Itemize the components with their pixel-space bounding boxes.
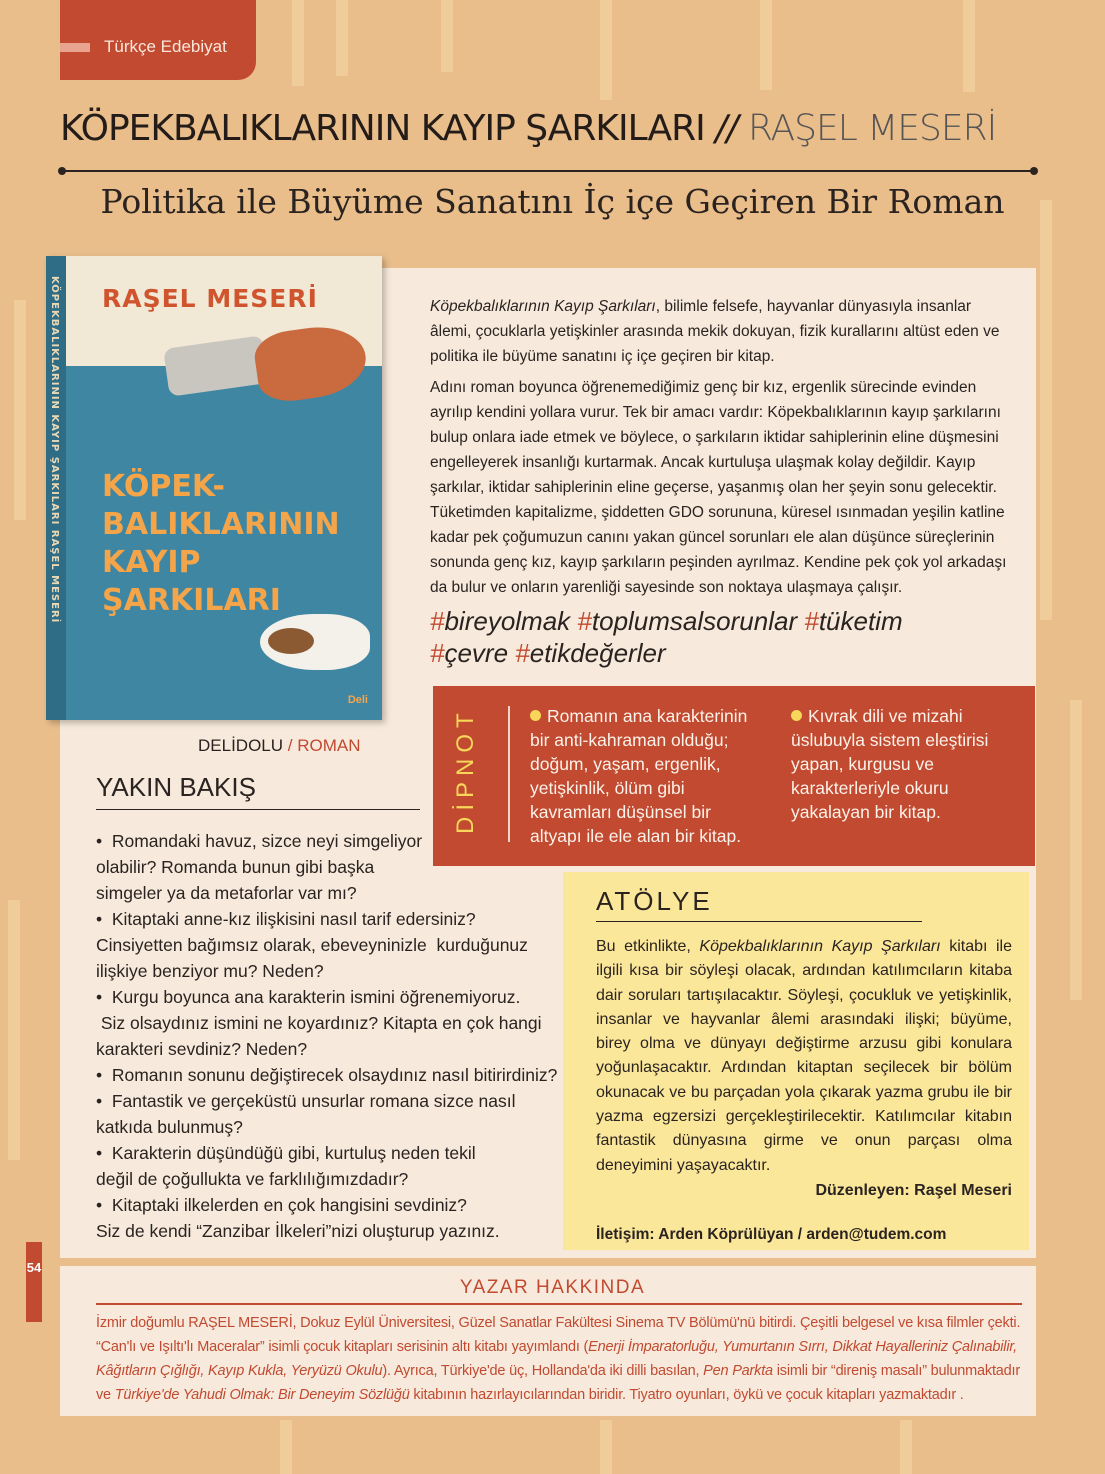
dipnot-left-text: Romanın ana karakterinin bir anti-kahraman olduğu; doğum, yaşam, ergenlik, yetişkinlik, ölüm gibi kavramları düşünsel bir altyapı ile ele alan bir kitap.: [530, 706, 748, 846]
intro-paragraph-1: [430, 294, 1015, 369]
hashtag: [515, 638, 665, 668]
question-item: • Romandaki havuz, sizce neyi simgeliyor olabilir? Romanda bunun gibi başka simgeler ya da metaforlar var mı?: [96, 831, 423, 903]
hashtag-word: bireyolmak: [444, 606, 571, 636]
hashtag-word: tüketim: [818, 606, 903, 636]
yakin-bakis-rule: [96, 809, 420, 810]
intro-book-title: Köpekbalıklarının Kayıp Şarkıları: [430, 298, 656, 315]
atolye-text-pre: Bu etkinlikte,: [596, 938, 700, 955]
intro-paragraph-2: Adını roman boyunca öğrenemediğimiz genç bir kız, ergenlik sürecinde evinden ayrılıp kendini yollara vurur. Tek bir amacı vardır: Köpekbalıklarının kayıp şarkılarını bulup onlara iade etmek ve böylece, o şarkıların iktidar sahiplerinin eline düşmesini engelleyerek insanlığı kurtarmak. Ancak kurtuluşa ulaşmak kolay değildir. Kayıp şarkılar, iktidar sahiplerinin eline geçerse, yaşanmış olan her şeyin sonu gelecektir. Tüketimden kapitalizme, şiddetten GDO sorununa, küresel ısınmadan yeşilin katline kadar pek çoğumuzun canını yakan güncel sorunları ele alan düşünce süreçlerinin sonunda genç kız, kayıp şarkıların peşinden ayrılmaz. Kendine pek çok yol arkadaşı da bulur ve onların yarenliği sayesinde son noktaya ulaşmaya çalışır.: [430, 379, 1007, 596]
book-title: KÖPEKBALIKLARININ KAYIP ŞARKILARI: [60, 108, 705, 149]
cover-publisher-logo: Deli: [347, 694, 368, 706]
atolye-heading: ATÖLYE: [596, 886, 713, 916]
yazar-text-3: isimli bir “direniş masalı” bulunmaktadır ve: [96, 1363, 1020, 1403]
dipnot-divider: [508, 706, 510, 842]
hashtag: [430, 638, 508, 668]
page-subtitle: Politika ile Büyüme Sanatını İç içe Geçiren Bir Roman: [100, 182, 1005, 221]
atolye-contact: İletişim: Arden Köprülüyan / arden@tudem.com: [596, 1226, 947, 1243]
dipnot-note-left: [530, 704, 780, 848]
yakin-bakis-heading: YAKIN BAKIŞ: [96, 772, 256, 802]
hashtag-word: çevre: [444, 638, 509, 668]
dipnot-label: DİPNOT: [452, 707, 479, 834]
yazar-books: Enerji İmparatorluğu, Yumurtanın Sırrı, Dikkat Hayalleriniz Çalınabilir, Kâğıtların Çığlığı, Kayıp Kukla, Yeryüzü Okulu: [96, 1339, 1018, 1379]
dipnot-note-right: [791, 704, 1021, 824]
atolye-text-post: kitabı ile ilgili kısa bir söyleşi olacak, ardından katılımcıların kitaba dair soruları tartışılacaktır. Söyleşi, çocukluk ve yetişkinlik, insanlar ve hayvanlar âlemi arasındaki ilişki; büyüme, birey olma ve dünyayı değiştirme arzusu gibi konulara yoğunlaşacaktır. Ardından kitaptan seçilecek bir bölüm okunacak ve bu parçadan yola çıkarak yazma grubu ile bir yazma egzersizi gerçekleştirilecektir. Katılımcılar kitabın fantastik dünyasına girme ve onun parçası olma deneyimini yaşayacaktır.: [596, 938, 1013, 1174]
book-genre: ROMAN: [297, 736, 361, 755]
hash-symbol: #: [430, 606, 445, 636]
hash-symbol: #: [430, 638, 445, 668]
section-label: Türkçe Edebiyat: [104, 37, 227, 56]
yazar-sozluk: Türkiye'de Yahudi Olmak: Bir Deneyim Sözlüğü: [114, 1387, 410, 1403]
question-item: • Romanın sonunu değiştirecek olsaydınız nasıl bitirirdiniz?: [96, 1065, 558, 1085]
section-tab: [60, 0, 256, 80]
bullet-dot-icon: [791, 710, 802, 721]
yazar-text-1: İzmir doğumlu RAŞEL MESERİ, Dokuz Eylül Üniversitesi, Güzel Sanatlar Fakültesi Sinema TV Bölümü'nü bitirdi. Çeşitli belgesel ve kısa filmler çekti. “Can'lı ve Işıltı'lı Maceralar” isimli çocuk kitapları serisinin altı kitabı yayımlandı (: [96, 1315, 1021, 1355]
question-item: • Fantastik ve gerçeküstü unsurlar romana sizce nasıl katkıda bulunmuş?: [96, 1091, 516, 1137]
atolye-organizer: Düzenleyen: Raşel Meseri: [815, 1182, 1012, 1199]
hashtag-list: [430, 605, 1030, 669]
question-item: • Kitaptaki ilkelerden en çok hangisini sevdiniz? Siz de kendi “Zanzibar İlkeleri”nizi oluşturup yazınız.: [96, 1195, 500, 1241]
hashtag: [577, 606, 797, 636]
question-list: [96, 828, 566, 1244]
section-tab-bar: [60, 43, 90, 52]
atolye-book-title: Köpekbalıklarının Kayıp Şarkıları: [699, 938, 941, 955]
publisher-line: [198, 736, 361, 756]
dipnot-right-text: Kıvrak dili ve mizahi üslubuyla sistem eleştirisi yapan, kurgusu ve karakterleriyle okuru yakalayan bir kitap.: [791, 706, 989, 822]
question-item: • Karakterin düşündüğü gibi, kurtuluş neden tekil değil de çoğullukta ve farklılığımızdadır?: [96, 1143, 476, 1189]
cover-title: KÖPEK- BALIKLARININ KAYIP ŞARKILARI: [102, 469, 340, 618]
yazar-text-4: kitabının hazırlayıcılarından biridir. Tiyatro oyunları, öykü ve çocuk kitapları yazmaktadır .: [409, 1387, 964, 1403]
cover-author: RAŞEL MESERİ: [102, 284, 318, 313]
bullet-dot-icon: [530, 710, 541, 721]
atolye-text: [596, 935, 1012, 1178]
hash-symbol: #: [804, 606, 819, 636]
cover-spine-text: KÖPEKBALIKLARININ KAYIP ŞARKILARI RAŞEL MESERİ: [49, 276, 60, 624]
yazar-pen-parkta: Pen Parkta: [703, 1363, 773, 1379]
question-item: • Kitaptaki anne-kız ilişkisini nasıl tarif edersiniz? Cinsiyetten bağımsız olarak, ebeveyninizle kurduğunuz ilişkiye benziyor mu? Neden?: [96, 909, 528, 981]
title-author: RAŞEL MESERİ: [747, 108, 997, 149]
hash-symbol: #: [577, 606, 592, 636]
hashtag: [430, 606, 570, 636]
cover-fish-spot-icon: [268, 628, 314, 654]
hashtag: [804, 606, 902, 636]
yazar-heading: YAZAR HAKKINDA: [459, 1277, 646, 1298]
title-rule: [60, 170, 1036, 172]
yazar-text-2: ). Ayrıca, Türkiye'de üç, Hollanda'da iki dilli basılan,: [382, 1363, 704, 1379]
page-title: [60, 108, 1040, 149]
hashtag-word: etikdeğerler: [529, 638, 666, 668]
intro-text: [430, 294, 1015, 606]
hash-symbol: #: [515, 638, 530, 668]
title-separator: //: [715, 108, 738, 149]
page-number: 54: [26, 1260, 42, 1275]
book-cover-image: [46, 256, 382, 720]
publisher-name: DELİDOLU: [198, 736, 284, 755]
yazar-rule: [96, 1303, 1022, 1305]
atolye-rule: [596, 921, 922, 922]
hashtag-word: toplumsalsorunlar: [591, 606, 798, 636]
publisher-slash: /: [287, 736, 293, 755]
intro-p1-rest: , bilimle felsefe, hayvanlar dünyasıyla insanlar âlemi, çocuklarla yetişkinler arasında mekik dokuyan, fizik kurallarını altüst eden ve politika ile büyüme sanatını iç içe geçiren bir kitap.: [430, 298, 1000, 365]
question-item: • Kurgu boyunca ana karakterin ismini öğrenemiyoruz. Siz olsaydınız ismini ne koyardınız? Kitapta en çok hangi karakteri sevdiniz? Neden?: [96, 987, 542, 1059]
yazar-text: [96, 1311, 1036, 1407]
